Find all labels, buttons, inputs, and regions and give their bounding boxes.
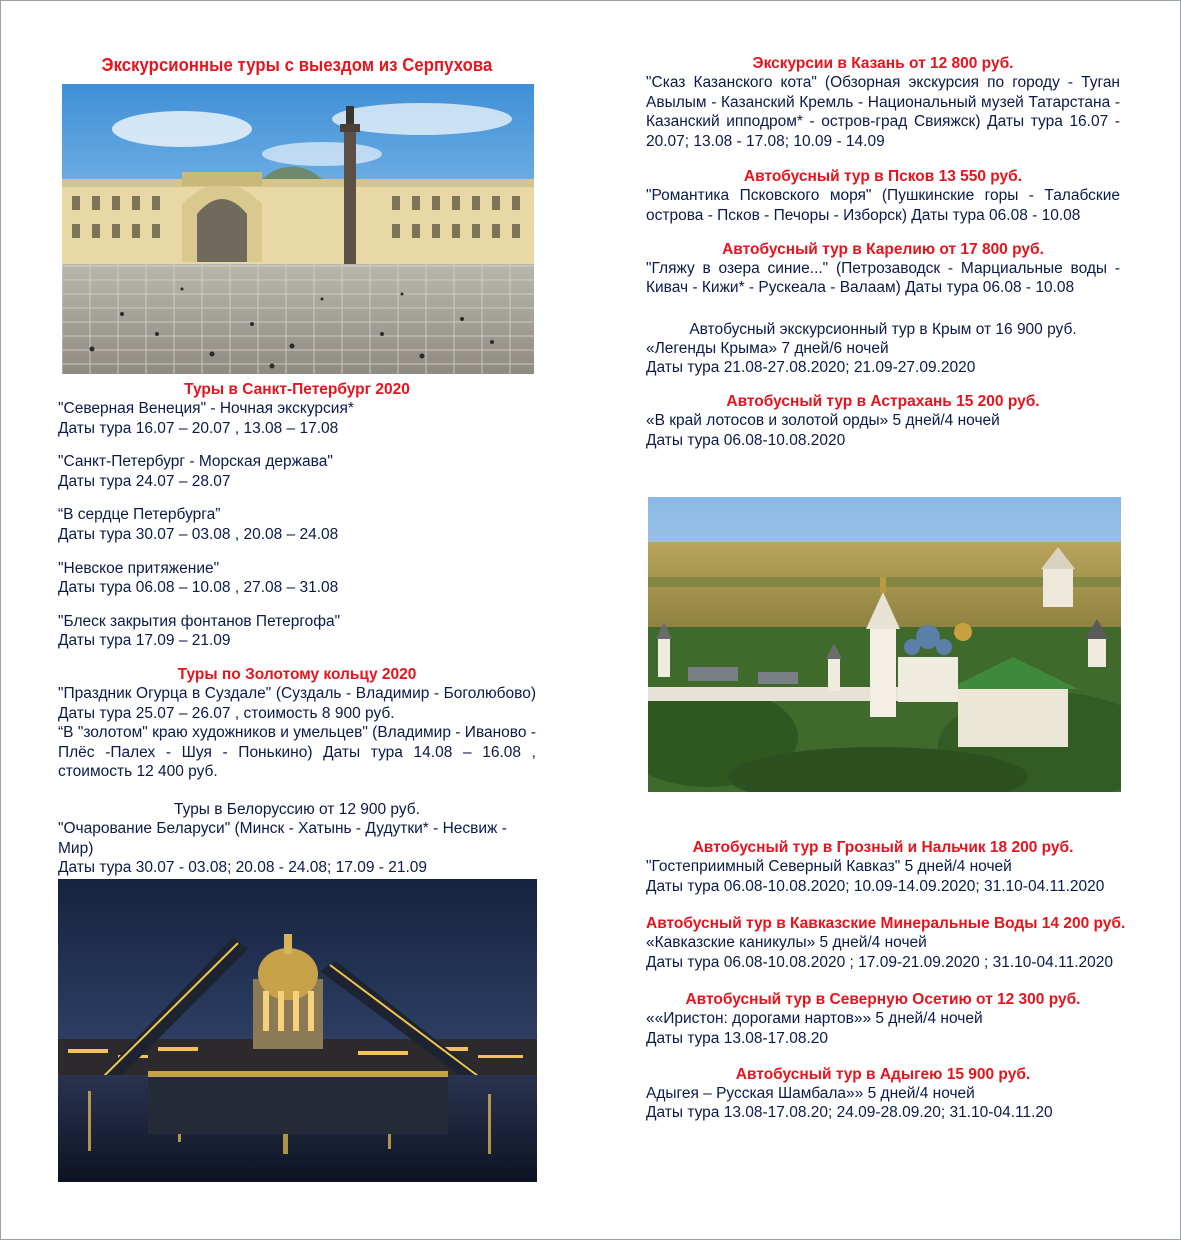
spb-tour-3: “В сердце Петербурга” Даты тура 30.07 – 03.08 , 20.08 – 24.08: [58, 506, 339, 543]
pskov-heading: Автобусный тур в Псков 13 550 руб.: [743, 168, 1023, 186]
kazan-heading: Экскурсии в Казань от 12 800 руб.: [752, 55, 1014, 72]
crimea-heading: Автобусный экскурсионный тур в Крым от 16 900 руб.: [689, 320, 1077, 338]
golden-tour-1: "Праздник Огурца в Суздале" (Суздаль - Владимир - Боголюбово) Даты тура 25.07 – 26.07 , стоимость 8 900 руб.: [58, 684, 536, 722]
spb-tour-1: "Северная Венеция" - Ночная экскурсия* Даты тура 16.07 – 20.07 , 13.08 – 17.08: [58, 400, 354, 437]
pskov-text: "Романтика Псковского моря" (Пушкинские горы - Талабские острова - Псков - Печоры - Изборск) Даты тура 06.08 - 10.08: [646, 187, 1120, 224]
ossetia-line1: ««Иристон: дорогами нартов»» 5 дней/4 ночей: [646, 1010, 983, 1028]
page-title: Экскурсионные туры с выездом из Серпухова: [101, 54, 493, 75]
right-column: [646, 54, 1120, 450]
belarus-dates: Даты тура 30.07 - 03.08; 20.08 - 24.08; 17.09 - 21.09: [58, 859, 427, 877]
adygea-heading: Автобусный тур в Адыгею 15 900 руб.: [735, 1065, 1031, 1083]
astrakhan-line2: Даты тура 06.08-10.08.2020: [646, 431, 846, 449]
drawbridge-night-photo: [58, 879, 537, 1182]
kmv-line1: «Кавказские каникулы» 5 дней/4 ночей: [646, 934, 927, 952]
ossetia-heading: Автобусный тур в Северную Осетию от 12 300 руб.: [685, 991, 1081, 1009]
astrakhan-line1: «В край лотосов и золотой орды» 5 дней/4 ночей: [646, 411, 1000, 429]
crimea-line1: «Легенды Крыма» 7 дней/6 ночей: [646, 339, 889, 357]
astrakhan-heading: Автобусный тур в Астрахань 15 200 руб.: [726, 392, 1040, 410]
kazan-text: "Сказ Казанского кота" (Обзорная экскурсия по городу - Туган Авылым - Казанский Кремль - Национальный музей Татарстана - Казанский ипподром* - остров-град Свияжск) Даты тура 16.07 - 20.07; 13.08 - 17.08; 10.09 - 14.09: [646, 74, 1120, 150]
karelia-heading: Автобусный тур в Карелию от 17 800 руб.: [722, 240, 1044, 258]
spb-tour-5: "Блеск закрытия фонтанов Петергофа" Даты тура 17.09 – 21.09: [58, 612, 341, 650]
crimea-line2: Даты тура 21.08-27.08.2020; 21.09-27.09.2020: [646, 359, 976, 377]
belarus-heading: Туры в Белоруссию от 12 900 руб.: [174, 800, 420, 818]
palace-square-photo: [62, 84, 534, 374]
grozny-line2: Даты тура 06.08-10.08.2020; 10.09-14.09.2020; 31.10-04.11.2020: [646, 877, 1105, 895]
adygea-line1: Адыгея – Русская Шамбала»» 5 дней/4 ночей: [646, 1084, 975, 1102]
golden-ring-heading: Туры по Золотому кольцу 2020: [177, 665, 417, 683]
belarus-text: "Очарование Беларуси" (Минск - Хатынь - Дудутки* - Несвиж - Мир): [58, 819, 507, 857]
kmv-line2: Даты тура 06.08-10.08.2020 ; 17.09-21.09.2020 ; 31.10-04.11.2020: [646, 953, 1113, 971]
grozny-heading: Автобусный тур в Грозный и Нальчик 18 200 руб.: [692, 839, 1074, 856]
left-column: [58, 54, 536, 878]
karelia-text: "Гляжу в озера синие..." (Петрозаводск - Марциальные воды - Кивач - Кижи* - Рускеала - Валаам) Даты тура 06.08 - 10.08: [646, 259, 1120, 297]
kmv-heading: Автобусный тур в Кавказские Минеральные Воды 14 200 руб.: [646, 915, 1126, 933]
right-column-bottom: [646, 838, 1126, 1123]
suzdal-panorama-photo: [648, 497, 1121, 792]
golden-tour-2: “В "золотом" краю художников и умельцев" (Владимир - Иваново - Плёс -Палех - Шуя - Понькино) Даты тура 14.08 – 16.08 , стоимость 12 400 руб.: [58, 724, 536, 781]
spb-heading: Туры в Санкт-Петербург 2020: [184, 381, 410, 398]
ossetia-line2: Даты тура 13.08-17.08.20: [646, 1029, 829, 1047]
grozny-line1: "Гостеприимный Северный Кавказ" 5 дней/4 ночей: [646, 858, 1012, 875]
adygea-line2: Даты тура 13.08-17.08.20; 24.09-28.09.20; 31.10-04.11.20: [646, 1104, 1053, 1122]
spb-tour-2: "Санкт-Петербург - Морская держава" Даты тура 24.07 – 28.07: [58, 453, 333, 490]
spb-tour-4: "Невское притяжение" Даты тура 06.08 – 10.08 , 27.08 – 31.08: [58, 559, 339, 597]
